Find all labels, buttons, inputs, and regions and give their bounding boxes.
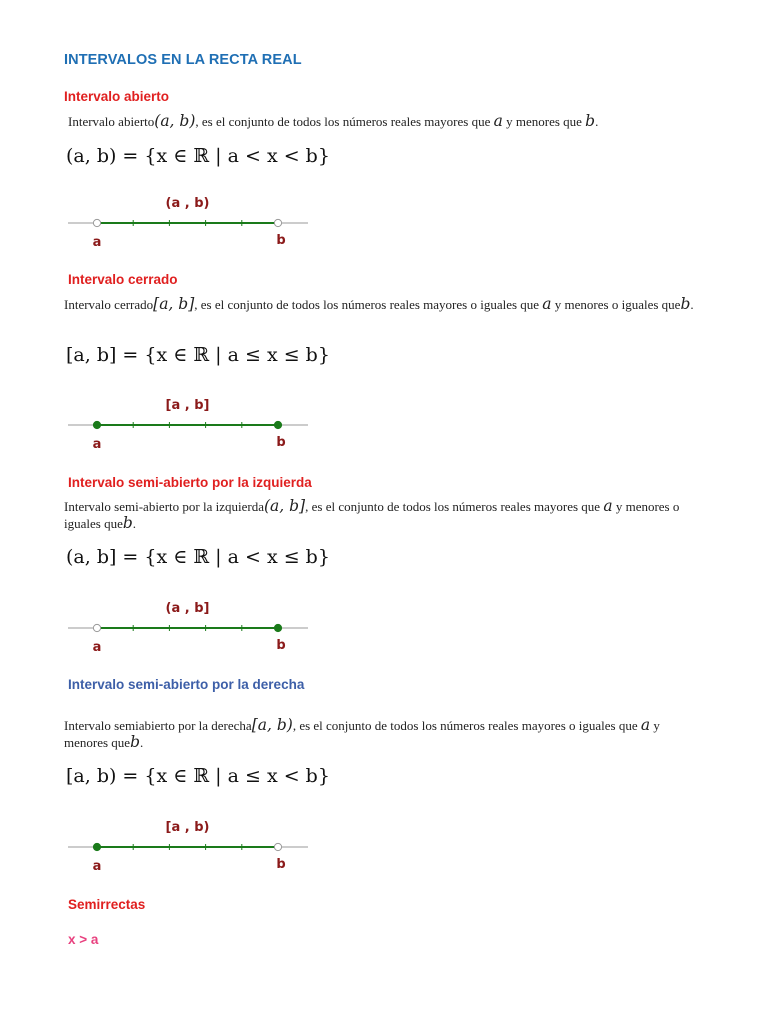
- para-text: .: [140, 735, 144, 750]
- section-heading-right-open: Intervalo semi-abierto por la derecha: [68, 677, 305, 692]
- inline-math: [a, b]: [153, 295, 195, 313]
- para-text: , es el conjunto de todos los números reales mayores o iguales que: [292, 718, 638, 733]
- endpoint-label-a: a: [92, 437, 102, 452]
- para-text: y menores o iguales que: [554, 297, 681, 312]
- para-text: Intervalo semiabierto por la derecha: [64, 718, 252, 733]
- para-text: .: [132, 516, 137, 531]
- right-endpoint: [274, 624, 281, 631]
- number-line-closed: [60, 390, 320, 456]
- section-paragraph-open: [68, 113, 708, 130]
- formula-closed: [a, b] = {x ∈ ℝ | a ≤ x ≤ b}: [66, 344, 330, 366]
- para-text: .: [595, 114, 599, 129]
- para-text: Intervalo semi-abierto por la izquierda: [64, 499, 264, 514]
- endpoint-label-a: a: [92, 235, 102, 250]
- right-endpoint: [274, 843, 281, 850]
- left-endpoint: [93, 624, 100, 631]
- formula-left-open: (a, b] = {x ∈ ℝ | a < x ≤ b}: [66, 546, 330, 568]
- section-heading-semirrectas: Semirrectas: [68, 897, 146, 912]
- para-text: y menores que: [506, 114, 582, 129]
- section-paragraph-closed: [64, 296, 704, 313]
- para-text: Intervalo abierto: [68, 114, 155, 129]
- inline-math: [a, b): [251, 716, 293, 734]
- para-text: .: [690, 297, 694, 312]
- endpoint-label-b: b: [276, 857, 286, 872]
- para-text: , es el conjunto de todos los números reales mayores o iguales que: [194, 297, 540, 312]
- page-title: INTERVALOS EN LA RECTA REAL: [64, 52, 302, 68]
- para-text: Intervalo cerrado: [64, 297, 154, 312]
- formula-right-open: [a, b) = {x ∈ ℝ | a ≤ x < b}: [66, 765, 330, 787]
- interval-label: (a , b): [165, 196, 210, 211]
- inline-math: b: [122, 514, 133, 532]
- left-endpoint: [93, 219, 100, 226]
- para-text: , es el conjunto de todos los números reales mayores que: [305, 499, 601, 514]
- endpoint-label-b: b: [276, 638, 286, 653]
- interval-label: [a , b): [165, 820, 210, 835]
- interval-label: [a , b]: [165, 398, 210, 413]
- inline-math: a: [493, 112, 503, 130]
- para-text: y menores o iguales que: [64, 499, 680, 531]
- section-heading-left-open: Intervalo semi-abierto por la izquierda: [68, 475, 312, 490]
- formula-open: (a, b) = {x ∈ ℝ | a < x < b}: [66, 145, 330, 167]
- inline-math: b: [585, 112, 596, 130]
- section-heading-closed: Intervalo cerrado: [68, 272, 178, 287]
- left-endpoint: [93, 843, 100, 850]
- endpoint-label-a: a: [92, 640, 102, 655]
- right-endpoint: [274, 219, 281, 226]
- endpoint-label-b: b: [276, 233, 286, 248]
- number-line-open: [60, 188, 320, 254]
- left-endpoint: [93, 421, 100, 428]
- semirrecta-first: x > a: [68, 932, 99, 947]
- section-paragraph-left-open: [64, 498, 704, 532]
- para-text: y menores que: [64, 718, 660, 750]
- right-endpoint: [274, 421, 281, 428]
- endpoint-label-b: b: [276, 435, 286, 450]
- para-text: , es el conjunto de todos los números reales mayores que: [195, 114, 491, 129]
- inline-math: a: [542, 295, 552, 313]
- inline-math: b: [130, 733, 140, 751]
- endpoint-label-a: a: [92, 859, 102, 874]
- section-paragraph-right-open: [64, 717, 704, 751]
- inline-math: (a, b]: [263, 497, 306, 515]
- inline-math: (a, b): [154, 112, 196, 130]
- inline-math: b: [680, 295, 691, 313]
- number-line-right-open: [60, 812, 320, 878]
- inline-math: a: [603, 497, 613, 515]
- interval-label: (a , b]: [165, 601, 210, 616]
- inline-math: a: [640, 716, 651, 734]
- number-line-left-open: [60, 593, 320, 659]
- section-heading-open: Intervalo abierto: [64, 89, 170, 104]
